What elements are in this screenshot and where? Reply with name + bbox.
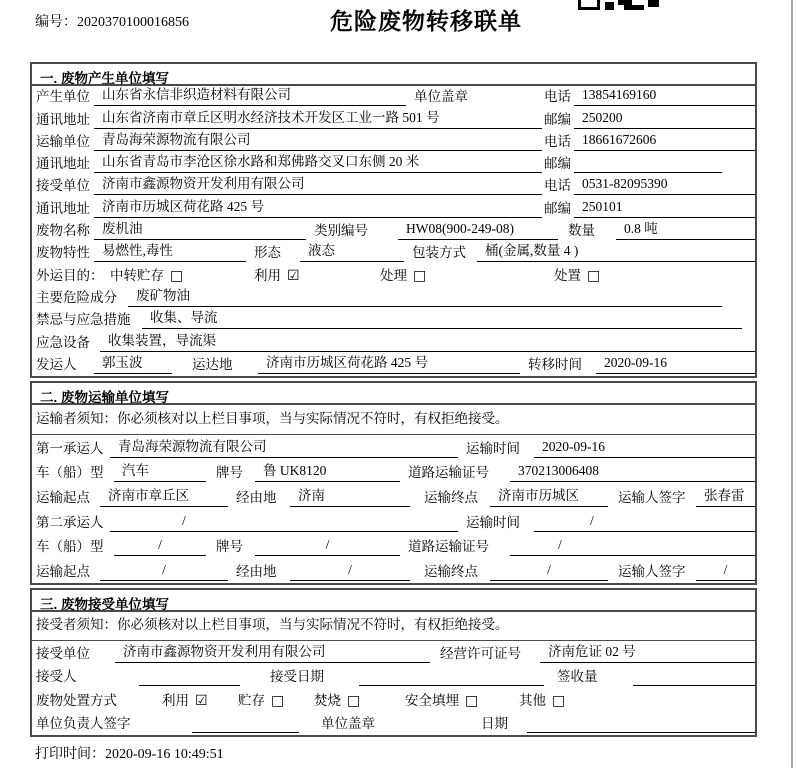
receiver-zip-value: 250101 <box>574 198 755 218</box>
via2-value: / <box>290 561 410 581</box>
carrier-sign2-value: / <box>696 561 755 581</box>
qr-block <box>648 0 659 7</box>
transport-date1-value: 2020-09-16 <box>534 438 755 458</box>
consignor-label: 发运人 <box>36 356 77 372</box>
plate-no2-label: 牌号 <box>216 539 243 555</box>
emergency-measures-label: 禁忌与应急措施 <box>36 312 131 328</box>
receiver-person-row <box>32 665 755 689</box>
transport-date1-label: 运输时间 <box>466 440 520 456</box>
receiver-zip-label: 邮编 <box>544 200 571 216</box>
dispose-checkbox-icon: □ <box>587 267 601 284</box>
option-utilize2 <box>162 692 208 710</box>
quantity-value: 0.8 吨 <box>616 220 755 240</box>
option-dispose <box>554 267 600 285</box>
producer-unit-label: 产生单位 <box>36 89 90 105</box>
transfer-storage-checkbox-icon: □ <box>170 267 184 284</box>
producer-phone-value: 13854169160 <box>574 86 755 106</box>
receive-unit-label: 接受单位 <box>36 645 90 661</box>
receiver-person-value <box>139 684 240 686</box>
receiver-phone-label: 电话 <box>544 178 571 194</box>
other-checkbox-icon: □ <box>552 692 566 709</box>
form-state-label: 形态 <box>254 245 281 261</box>
producer-address-label: 通讯地址 <box>36 111 90 127</box>
vehicle-type2-value: / <box>114 536 206 556</box>
receiver-unit-label: 接受单位 <box>36 178 90 194</box>
terminal2-label: 运输终点 <box>424 563 478 579</box>
destination-label: 运达地 <box>192 356 233 372</box>
consignor-value: 郭玉波 <box>94 354 172 374</box>
producer-unit-row <box>32 86 755 108</box>
carrier1-value: 青岛海荣源物流有限公司 <box>110 438 458 458</box>
page-title: 危险废物转移联单 <box>330 9 522 34</box>
receiver-unit-row <box>32 175 755 197</box>
transport-address-label: 通讯地址 <box>36 156 90 172</box>
transport-zip-label: 邮编 <box>544 156 571 172</box>
transporter-notice: 运输者须知：你必须核对以上栏目事项，当与实际情况不符时，有权拒绝接受。 <box>36 411 509 426</box>
form-state-value: 液态 <box>300 242 404 262</box>
receiver-unit-value: 济南市鑫源物资开发利用有限公司 <box>94 175 542 195</box>
road-permit2-value: / <box>510 536 755 556</box>
transport-unit-row <box>32 131 755 153</box>
vehicle1-row <box>32 460 755 485</box>
receive-unit-value: 济南市鑫源物资开发利用有限公司 <box>115 643 430 663</box>
packing-method-value: 桶(金属,数量 4 ) <box>477 242 755 262</box>
consignor-row <box>32 354 755 376</box>
origin2-label: 运输起点 <box>36 563 90 579</box>
emergency-equipment-row <box>32 331 755 353</box>
transporter-notice-row <box>32 405 755 435</box>
transfer-purpose-label: 外运目的： <box>36 267 104 283</box>
origin1-value: 济南市章丘区 <box>100 487 228 507</box>
waste-property-row <box>32 242 755 264</box>
transporter-section <box>30 381 757 585</box>
terminal2-value: / <box>490 561 608 581</box>
receive-date-label: 接受日期 <box>270 669 324 684</box>
producer-zip-label: 邮编 <box>544 111 571 127</box>
unit-seal2-label: 单位盖章 <box>321 716 375 731</box>
main-hazard-value: 废矿物油 <box>128 287 722 307</box>
transport-zip-value <box>574 171 722 173</box>
packing-method-label: 包装方式 <box>412 245 466 261</box>
main-hazard-row <box>32 287 755 309</box>
print-time <box>35 743 224 763</box>
transport-address-row <box>32 153 755 175</box>
landfill-checkbox-icon: □ <box>465 692 479 709</box>
transporter-section-title: 二. 废物运输单位填写 <box>32 383 755 405</box>
plate-no1-label: 牌号 <box>216 465 243 481</box>
carrier-sign1-label: 运输人签字 <box>618 489 686 505</box>
disposal-method-row <box>32 688 755 712</box>
transport-unit-label: 运输单位 <box>36 133 90 149</box>
producer-address-value: 山东省济南市章丘区明水经济技术开发区工业一路 501 号 <box>94 109 542 129</box>
treat-label: 处理 <box>380 267 407 283</box>
carrier-sign1-value: 张春雷 <box>696 487 755 507</box>
option-other <box>519 692 565 710</box>
emergency-equipment-label: 应急设备 <box>36 334 90 350</box>
waste-property-label: 废物特性 <box>36 245 90 261</box>
received-qty-value <box>633 684 755 686</box>
receiver-address-label: 通讯地址 <box>36 200 90 216</box>
transfer-purpose-row <box>32 264 755 286</box>
waste-name-label: 废物名称 <box>36 223 90 239</box>
emergency-measures-row <box>32 309 755 331</box>
terminal1-value: 济南市历城区 <box>490 487 608 507</box>
page-right-border <box>791 0 793 768</box>
license-no-value: 济南危证 02 号 <box>540 643 755 663</box>
receiver-notice-row <box>32 612 755 641</box>
waste-name-row <box>32 220 755 242</box>
carrier1-row <box>32 435 755 460</box>
transport-phone-label: 电话 <box>544 133 571 149</box>
via1-label: 经由地 <box>236 489 277 505</box>
vehicle-type2-label: 车（船）型 <box>36 539 104 555</box>
print-time-label: 打印时间： <box>35 747 105 762</box>
category-code-label: 类别编号 <box>314 223 368 239</box>
receiver-person-label: 接受人 <box>36 669 77 684</box>
receiver-address-value: 济南市历城区荷花路 425 号 <box>94 198 542 218</box>
incinerate-checkbox-icon: □ <box>347 692 361 709</box>
route1-row <box>32 484 755 509</box>
plate-no2-value: / <box>255 536 400 556</box>
transfer-storage-label: 中转贮存 <box>110 267 164 283</box>
emergency-measures-value: 收集、导流 <box>142 309 742 329</box>
producer-unit-value: 山东省永信非织造材料有限公司 <box>94 86 406 106</box>
carrier2-label: 第二承运人 <box>36 514 104 530</box>
utilize2-label: 利用 <box>162 692 189 708</box>
producer-zip-value: 250200 <box>574 109 755 129</box>
category-code-value: HW08(900-249-08) <box>398 220 558 240</box>
date-value <box>527 731 755 733</box>
origin1-label: 运输起点 <box>36 489 90 505</box>
print-time-value: 2020-09-16 10:49:51 <box>105 747 224 762</box>
quantity-label: 数量 <box>568 223 595 239</box>
via2-label: 经由地 <box>236 563 277 579</box>
unit-seal-label: 单位盖章 <box>414 89 468 105</box>
landfill-label: 安全填埋 <box>405 692 459 708</box>
disposal-method-label: 废物处置方式 <box>36 692 117 708</box>
date-label: 日期 <box>481 716 508 731</box>
qr-block <box>578 0 600 10</box>
responsible-sign-value <box>192 731 299 733</box>
transport-address-value: 山东省青岛市李沧区徐水路和郑佛路交叉口东侧 20 米 <box>94 153 542 173</box>
carrier-sign2-label: 运输人签字 <box>618 563 686 579</box>
receive-date-value <box>359 684 544 686</box>
producer-address-row <box>32 108 755 130</box>
serial-number-label: 编号： <box>35 15 77 30</box>
road-permit1-label: 道路运输证号 <box>408 465 489 481</box>
qr-block <box>624 5 644 10</box>
store-label: 贮存 <box>238 692 265 708</box>
serial-number <box>35 11 189 31</box>
carrier2-row <box>32 509 755 534</box>
vehicle-type1-label: 车（船）型 <box>36 465 104 481</box>
transport-date2-label: 运输时间 <box>466 514 520 530</box>
vehicle-type1-value: 汽车 <box>114 462 206 482</box>
responsible-sign-row <box>32 712 755 736</box>
responsible-sign-label: 单位负责人签字 <box>36 716 131 731</box>
receiver-address-row <box>32 197 755 219</box>
route2-row <box>32 558 755 583</box>
received-qty-label: 签收量 <box>557 669 598 684</box>
main-hazard-label: 主要危险成分 <box>36 289 117 305</box>
dispose-label: 处置 <box>554 267 581 283</box>
plate-no1-value: 鲁 UK8120 <box>255 462 400 482</box>
waste-property-value: 易燃性,毒性 <box>94 242 246 262</box>
utilize2-checkbox-icon: ☑ <box>195 692 208 709</box>
option-store <box>238 692 284 710</box>
transport-phone-value: 18661672606 <box>574 131 755 151</box>
transfer-date-label: 转移时间 <box>528 356 582 372</box>
other-label: 其他 <box>519 692 546 708</box>
utilize-label: 利用 <box>254 267 281 283</box>
receiver-phone-value: 0531-82095390 <box>574 175 755 195</box>
via1-value: 济南 <box>290 487 410 507</box>
license-no-label: 经营许可证号 <box>440 645 521 661</box>
transport-date2-value: / <box>534 512 755 532</box>
terminal1-label: 运输终点 <box>424 489 478 505</box>
option-landfill <box>405 692 478 710</box>
road-permit2-label: 道路运输证号 <box>408 539 489 555</box>
receive-unit-row <box>32 641 755 665</box>
producer-section <box>30 62 757 378</box>
store-checkbox-icon: □ <box>271 692 285 709</box>
receiver-notice: 接受者须知：你必须核对以上栏目事项，当与实际情况不符时，有权拒绝接受。 <box>36 617 509 632</box>
waste-name-value: 废机油 <box>94 220 306 240</box>
treat-checkbox-icon: □ <box>413 267 427 284</box>
utilize-checkbox-icon: ☑ <box>287 267 300 284</box>
qr-code-icon <box>578 0 660 10</box>
incinerate-label: 焚烧 <box>314 692 341 708</box>
producer-phone-label: 电话 <box>544 89 571 105</box>
receiver-section-title: 三. 废物接受单位填写 <box>32 590 755 612</box>
option-incinerate <box>314 692 360 710</box>
producer-section-title: 一. 废物产生单位填写 <box>32 64 755 86</box>
emergency-equipment-value: 收集装置，导流渠 <box>100 332 755 352</box>
destination-value: 济南市历城区荷花路 425 号 <box>258 354 520 374</box>
carrier1-label: 第一承运人 <box>36 440 104 456</box>
carrier2-value: / <box>110 512 458 532</box>
qr-block <box>605 2 614 10</box>
receiver-section <box>30 588 757 737</box>
origin2-value: / <box>100 561 228 581</box>
transfer-date-value: 2020-09-16 <box>596 354 755 374</box>
transport-unit-value: 青岛海荣源物流有限公司 <box>94 131 542 151</box>
vehicle2-row <box>32 534 755 559</box>
option-treat <box>380 267 426 285</box>
option-utilize <box>254 267 300 285</box>
road-permit1-value: 370213006408 <box>510 462 755 482</box>
serial-number-value: 2020370100016856 <box>77 15 189 30</box>
option-transfer-storage <box>110 267 183 285</box>
